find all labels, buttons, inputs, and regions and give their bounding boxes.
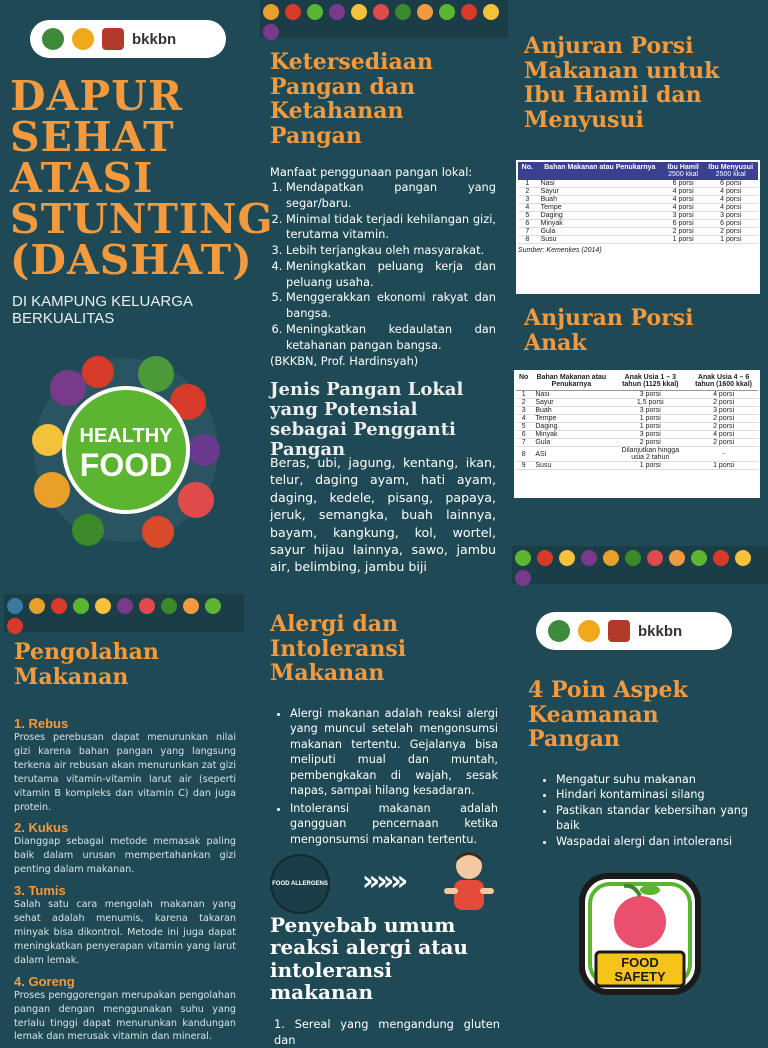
ketersediaan-source: (BKKBN, Prof. Hardinsyah): [270, 354, 419, 369]
table-row: 5 Daging 1 porsi 2 porsi: [516, 423, 758, 431]
table-row: 1 Nasi 6 porsi 6 porsi: [518, 180, 758, 188]
table-header: Ibu Hamil 2500 kkal: [663, 162, 703, 180]
regency-emblem-icon: [102, 28, 124, 50]
table-row: 6 Minyak 3 porsi 4 porsi: [516, 431, 758, 439]
table-row: 1 Nasi 3 porsi 4 porsi: [516, 391, 758, 399]
list-item: • Intoleransi makanan adalah gangguan pencernaan ketika mengonsumsi makanan tertentu.: [290, 801, 498, 847]
penyebab-first-item: 1. Sereal yang mengandung gluten dan: [274, 1017, 500, 1048]
ibu-portion-table: [518, 162, 758, 244]
cover-title: [10, 72, 274, 284]
healthy-food-illustration: [28, 350, 224, 550]
child-illustration-icon: [442, 848, 496, 918]
table-row: 3 Buah 3 porsi 3 porsi: [516, 407, 758, 415]
benefit-list: [270, 180, 496, 353]
cover-title-line: DAPUR: [10, 72, 184, 120]
badge-food-text: FOOD: [79, 447, 173, 483]
table-row: 8 ASI Dilanjutkan hingga usia 2 tahun -: [516, 447, 758, 462]
method-text: Dianggap sebagai metode memasak paling baik dalam urusan mempertahankan gizi penting dalam makanan.: [14, 836, 236, 876]
regency-emblem-icon: [608, 620, 630, 642]
pengolahan-title: Pengolahan Makanan: [14, 639, 159, 690]
alergi-title: Alergi dan Intoleransi Makanan: [270, 611, 407, 687]
table-row: 8 Susu 1 porsi 1 porsi: [518, 236, 758, 244]
table-row: 3 Buah 4 porsi 4 porsi: [518, 196, 758, 204]
keamanan-title: 4 Poin Aspek Keamanan Pangan: [528, 677, 688, 753]
muhammadiyah-logo-icon: [548, 620, 570, 642]
anak-table-card: [514, 370, 760, 498]
table-row: 9 Susu 1 porsi 1 porsi: [516, 462, 758, 470]
method-heading: 2. Kukus: [14, 820, 69, 836]
list-item: • Mengatur suhu makanan: [556, 772, 748, 787]
keamanan-list: [538, 772, 748, 849]
jenis-title: Jenis Pangan Lokal yang Potensial sebagai Pengganti Pangan: [270, 379, 464, 461]
logo-bar: [30, 20, 226, 58]
table-row: 2 Sayur 4 porsi 4 porsi: [518, 188, 758, 196]
food-safety-line1: FOOD: [621, 955, 659, 970]
cover-panel: [0, 0, 274, 590]
anak-portion-table: [516, 372, 758, 470]
list-item: • Pastikan standar kebersihan yang baik: [556, 803, 748, 834]
list-item: • Hindari kontaminasi silang: [556, 787, 748, 802]
badge-healthy-text: HEALTHY: [79, 425, 173, 447]
table-header: Ibu Menyusui 2500 kkal: [703, 162, 758, 180]
muhammadiyah-logo-icon: [42, 28, 64, 50]
method-text: Proses perebusan dapat menurunkan nilai gizi karena bahan pangan yang langsung terkena air rebusan akan menurunkan zat gizi terutama vitamin-vitamin larut air (seperti vitamin B kompleks dan vitamin C) dan juga protein.: [14, 732, 236, 813]
arrow-icon: »»»: [362, 864, 405, 897]
logo-bar: [536, 612, 732, 650]
ketersediaan-body: [270, 164, 496, 369]
food-strip-right: [512, 546, 768, 584]
table-row: 5 Daging 3 porsi 3 porsi: [518, 212, 758, 220]
list-item: • Alergi makanan adalah reaksi alergi yang muncul setelah mengonsumsi makanan tertentu. Gejalanya bisa meliputi mual dan muntah, pembengkakan di wajah, sesak napas, sampai hilang kesadaran.: [290, 706, 498, 799]
alergi-panel: [256, 592, 512, 1048]
bkkbn-logo-text: bkkbn: [132, 30, 177, 48]
flower-logo-icon: [72, 28, 94, 50]
penyebab-title: Penyebab umum reaksi alergi atau intoleransi makanan: [270, 913, 468, 1005]
table-header: Bahan Makanan atau Penukarnya: [531, 372, 611, 391]
list-item: 3. Lebih terjangkau oleh masyarakat.: [286, 243, 496, 259]
method-text: Salah satu cara mengolah makanan yang sehat adalah menumis, karena takaran minyak bisa dikontrol. Metode ini juga dapat meningkatkan penyerapan vitamin yang larut dalam lemak.: [14, 899, 236, 966]
food-safety-badge-icon: [576, 870, 704, 998]
list-item: • Waspadai alergi dan intoleransi: [556, 834, 748, 849]
food-safety-line2: SAFETY: [614, 969, 666, 984]
list-item: 6. Meningkatkan kedaulatan dan ketahanan pangan bangsa.: [286, 322, 496, 353]
food-allergens-icon: [270, 854, 330, 914]
table-header: Anak Usia 1 – 3 tahun (1125 kkal): [611, 372, 689, 391]
cover-title-line: (DASHAT): [10, 236, 253, 284]
ibu-title: Anjuran Porsi Makanan untuk Ibu Hamil dan Menyusui: [524, 33, 720, 133]
table-header: No.: [518, 162, 537, 180]
table-header: Bahan Makanan atau Penukarnya: [537, 162, 663, 180]
list-item: 2. Minimal tidak terjadi kehilangan gizi, terutama vitamin.: [286, 212, 496, 243]
method-heading: 4. Goreng: [14, 973, 75, 989]
cover-title-line: STUNTING: [10, 195, 274, 243]
flower-logo-icon: [578, 620, 600, 642]
alergi-list: [272, 706, 498, 847]
table-row: 2 Sayur 1,5 porsi 2 porsi: [516, 399, 758, 407]
cover-subtitle: DI KAMPUNG KELUARGA BERKUALITAS: [12, 293, 193, 327]
bkkbn-logo-text: bkkbn: [638, 622, 683, 640]
list-item: 4. Meningkatkan peluang kerja dan peluang usaha.: [286, 259, 496, 290]
cover-title-line: SEHAT: [10, 113, 175, 161]
ketersediaan-panel: [256, 0, 512, 590]
table-row: 6 Minyak 6 porsi 6 porsi: [518, 220, 758, 228]
anak-title: Anjuran Porsi Anak: [524, 305, 694, 356]
ketersediaan-intro: Manfaat penggunaan pangan lokal:: [270, 165, 473, 179]
porsi-panel: [512, 0, 768, 590]
method-heading: 1. Rebus: [14, 716, 69, 731]
method-text: Proses penggorengan merupakan pengolahan pangan dengan menggunakan suhu yang terlalu tinggi dapat menurunkan kandungan lemak dan merusak vitamin dan mineral.: [14, 989, 236, 1043]
pengolahan-panel: [0, 592, 256, 1043]
ibu-table-source: Sumber: Kemenkes (2014): [518, 247, 602, 254]
pengolahan-body: [14, 716, 236, 1044]
table-row: 4 Tempe 4 porsi 4 porsi: [518, 204, 758, 212]
table-header: No: [516, 372, 531, 391]
jenis-text: Beras, ubi, jagung, kentang, ikan, telur, daging ayam, hati ayam, daging, kedele, pisang, papaya, jeruk, semangka, buah lainnya, bayam, kangkung, kol, wortel, sayur hijau lainnya, sawo, jambu air, belimbing, jambu biji: [270, 455, 496, 575]
cover-title-line: ATASI: [10, 154, 154, 202]
keamanan-panel: [512, 592, 768, 1024]
food-strip-top: [260, 0, 508, 38]
food-strip-left: [4, 594, 244, 632]
table-row: 7 Gula 2 porsi 2 porsi: [518, 228, 758, 236]
allergen-label: FOOD ALLERGENS: [272, 881, 328, 887]
ibu-table-card: [516, 160, 760, 294]
table-row: 7 Gula 2 porsi 2 porsi: [516, 439, 758, 447]
table-row: 4 Tempe 1 porsi 2 porsi: [516, 415, 758, 423]
list-item: 5. Menggerakkan ekonomi rakyat dan bangsa.: [286, 290, 496, 321]
ketersediaan-title: Ketersediaan Pangan dan Ketahanan Pangan: [270, 49, 434, 149]
table-header: Anak Usia 4 – 6 tahun (1600 kkal): [689, 372, 758, 391]
list-item: 1. Mendapatkan pangan yang segar/baru.: [286, 180, 496, 211]
method-heading: 3. Tumis: [14, 883, 66, 899]
